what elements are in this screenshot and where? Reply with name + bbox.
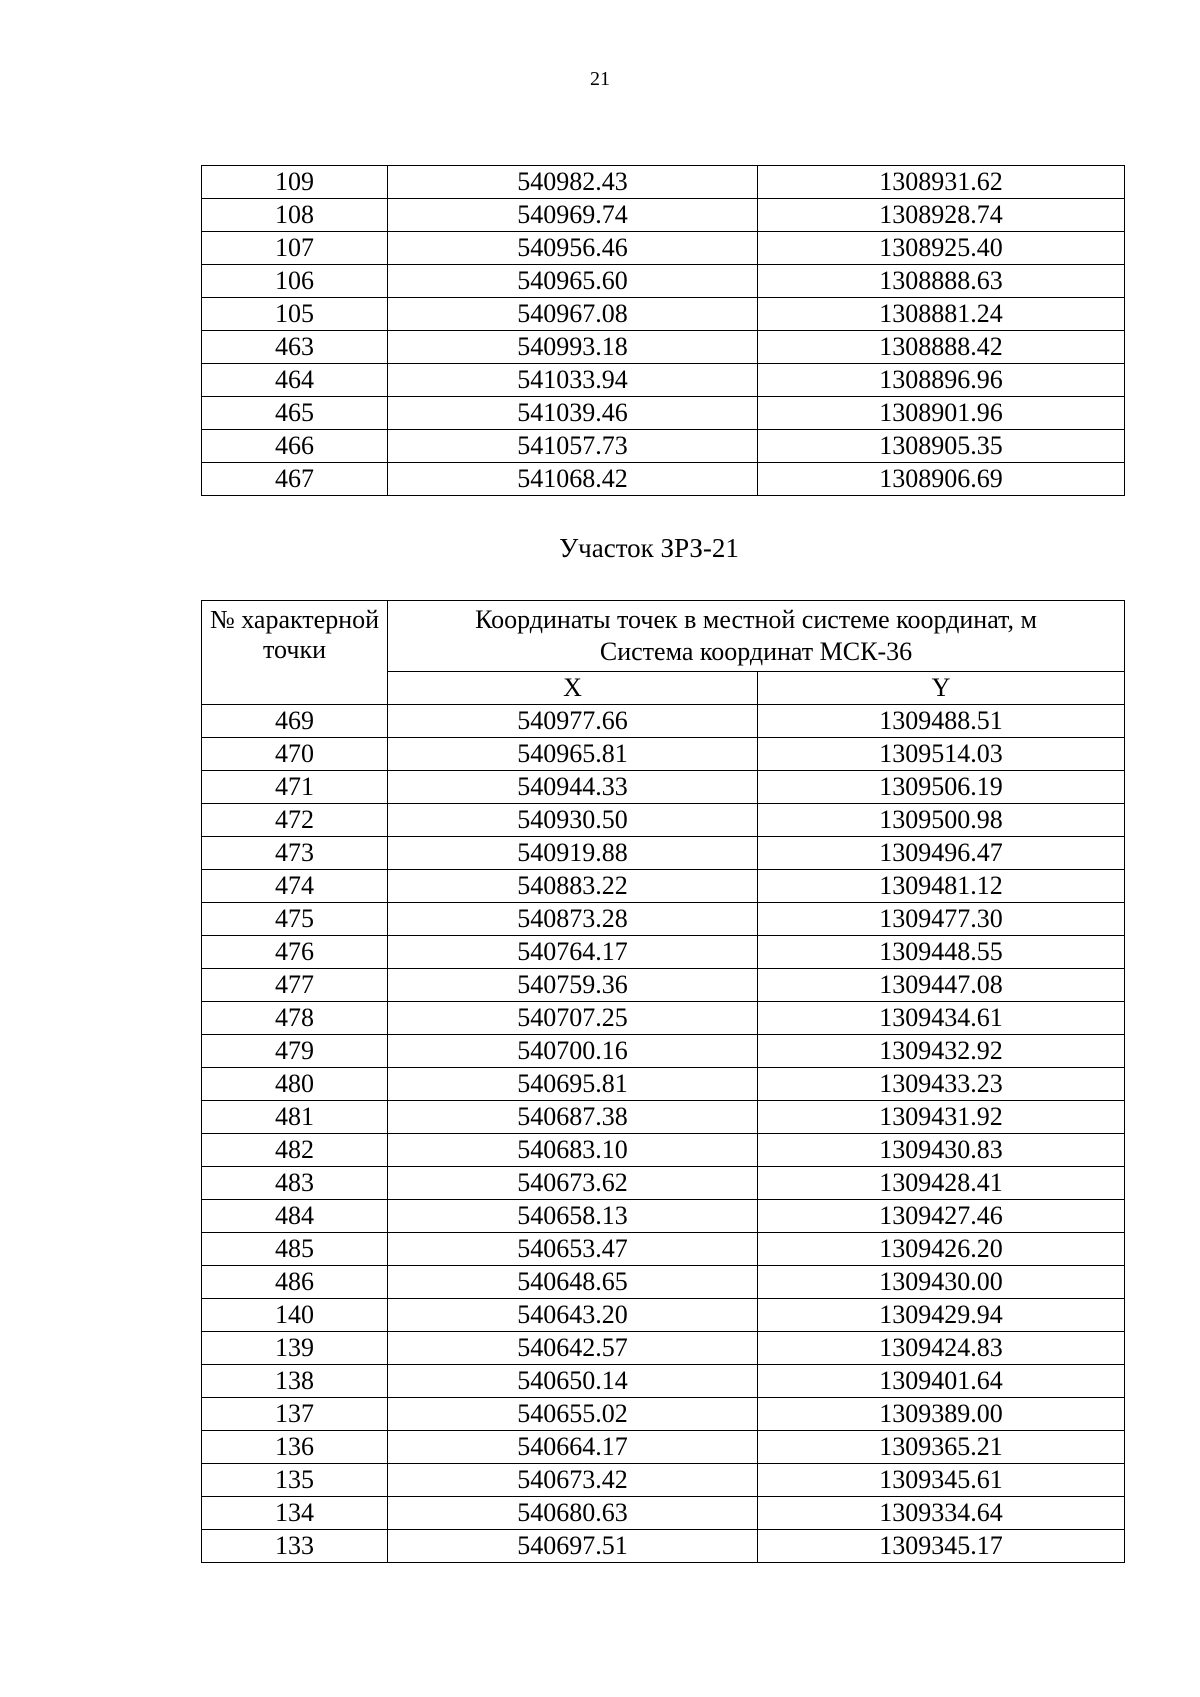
- table-row: [202, 1167, 1125, 1200]
- header-x: X: [388, 672, 758, 705]
- cell-y: 1309389.00: [758, 1398, 1125, 1431]
- table-row: [202, 1134, 1125, 1167]
- cell-x: 540965.60: [388, 265, 758, 298]
- cell-x: 540919.88: [388, 837, 758, 870]
- cell-y: 1309477.30: [758, 903, 1125, 936]
- cell-x: 540993.18: [388, 331, 758, 364]
- cell-point-number: 478: [202, 1002, 388, 1035]
- cell-point-number: 480: [202, 1068, 388, 1101]
- cell-point-number: 134: [202, 1497, 388, 1530]
- cell-y: 1308888.42: [758, 331, 1125, 364]
- header-coordinates-line2: Система координат МСК-36: [599, 637, 913, 666]
- cell-x: 540697.51: [388, 1530, 758, 1563]
- cell-x: 540695.81: [388, 1068, 758, 1101]
- cell-y: 1309506.19: [758, 771, 1125, 804]
- cell-y: 1308888.63: [758, 265, 1125, 298]
- cell-x: 540883.22: [388, 870, 758, 903]
- table-row: [202, 1200, 1125, 1233]
- cell-y: 1308901.96: [758, 397, 1125, 430]
- cell-point-number: 463: [202, 331, 388, 364]
- cell-y: 1309488.51: [758, 705, 1125, 738]
- header-coordinates-line1: Координаты точек в местной системе координат, м: [475, 605, 1037, 634]
- cell-y: 1309500.98: [758, 804, 1125, 837]
- cell-x: 540764.17: [388, 936, 758, 969]
- table-row: [202, 298, 1125, 331]
- cell-x: 540982.43: [388, 166, 758, 199]
- page-number: 21: [590, 68, 610, 90]
- table-row: [202, 1431, 1125, 1464]
- table-row: [202, 1002, 1125, 1035]
- cell-point-number: 133: [202, 1530, 388, 1563]
- cell-point-number: 108: [202, 199, 388, 232]
- cell-point-number: 137: [202, 1398, 388, 1431]
- cell-point-number: 140: [202, 1299, 388, 1332]
- cell-x: 540977.66: [388, 705, 758, 738]
- cell-y: 1308928.74: [758, 199, 1125, 232]
- cell-x: 540759.36: [388, 969, 758, 1002]
- cell-x: 540873.28: [388, 903, 758, 936]
- table-row: [202, 1266, 1125, 1299]
- cell-y: 1309429.94: [758, 1299, 1125, 1332]
- table-row: [202, 1365, 1125, 1398]
- cell-y: 1309428.41: [758, 1167, 1125, 1200]
- cell-x: 540969.74: [388, 199, 758, 232]
- cell-x: 540683.10: [388, 1134, 758, 1167]
- cell-y: 1309431.92: [758, 1101, 1125, 1134]
- cell-x: 540930.50: [388, 804, 758, 837]
- cell-x: 541068.42: [388, 463, 758, 496]
- cell-x: 540642.57: [388, 1332, 758, 1365]
- cell-x: 540653.47: [388, 1233, 758, 1266]
- cell-y: 1309426.20: [758, 1233, 1125, 1266]
- cell-point-number: 482: [202, 1134, 388, 1167]
- table-row: [202, 738, 1125, 771]
- cell-point-number: 467: [202, 463, 388, 496]
- cell-y: 1309345.61: [758, 1464, 1125, 1497]
- cell-y: 1308925.40: [758, 232, 1125, 265]
- cell-x: 540700.16: [388, 1035, 758, 1068]
- cell-point-number: 109: [202, 166, 388, 199]
- cell-point-number: 471: [202, 771, 388, 804]
- cell-x: 540707.25: [388, 1002, 758, 1035]
- cell-point-number: 473: [202, 837, 388, 870]
- cell-point-number: 136: [202, 1431, 388, 1464]
- cell-point-number: 107: [202, 232, 388, 265]
- cell-x: 540664.17: [388, 1431, 758, 1464]
- table-row: [202, 232, 1125, 265]
- table-body: [202, 705, 1125, 1563]
- cell-x: 541057.73: [388, 430, 758, 463]
- table-row: [202, 265, 1125, 298]
- table-row: [202, 1530, 1125, 1563]
- cell-x: 540673.62: [388, 1167, 758, 1200]
- cell-x: 540650.14: [388, 1365, 758, 1398]
- cell-point-number: 472: [202, 804, 388, 837]
- table-row: [202, 397, 1125, 430]
- cell-point-number: 485: [202, 1233, 388, 1266]
- cell-y: 1309432.92: [758, 1035, 1125, 1068]
- cell-x: 540687.38: [388, 1101, 758, 1134]
- table-row: [202, 936, 1125, 969]
- table-row: [202, 771, 1125, 804]
- cell-x: 540655.02: [388, 1398, 758, 1431]
- table-row: [202, 969, 1125, 1002]
- cell-point-number: 481: [202, 1101, 388, 1134]
- cell-y: 1309430.00: [758, 1266, 1125, 1299]
- cell-y: 1309365.21: [758, 1431, 1125, 1464]
- table-row: [202, 870, 1125, 903]
- table-row: [202, 1101, 1125, 1134]
- table-row: [202, 331, 1125, 364]
- cell-point-number: 479: [202, 1035, 388, 1068]
- cell-point-number: 484: [202, 1200, 388, 1233]
- cell-point-number: 470: [202, 738, 388, 771]
- cell-point-number: 469: [202, 705, 388, 738]
- cell-x: 540643.20: [388, 1299, 758, 1332]
- coordinates-table-continued: [201, 165, 1125, 496]
- table-row: [202, 364, 1125, 397]
- cell-y: 1309401.64: [758, 1365, 1125, 1398]
- cell-x: 540967.08: [388, 298, 758, 331]
- table-row: [202, 705, 1125, 738]
- table-row: [202, 463, 1125, 496]
- cell-x: 540658.13: [388, 1200, 758, 1233]
- cell-y: 1309345.17: [758, 1530, 1125, 1563]
- table-row: [202, 804, 1125, 837]
- table-row: [202, 430, 1125, 463]
- cell-point-number: 135: [202, 1464, 388, 1497]
- cell-y: 1308931.62: [758, 166, 1125, 199]
- table-row: [202, 166, 1125, 199]
- cell-y: 1309433.23: [758, 1068, 1125, 1101]
- table-row: [202, 1464, 1125, 1497]
- cell-y: 1309434.61: [758, 1002, 1125, 1035]
- cell-x: 540648.65: [388, 1266, 758, 1299]
- cell-y: 1309496.47: [758, 837, 1125, 870]
- cell-y: 1309514.03: [758, 738, 1125, 771]
- table-header: [202, 601, 1125, 705]
- coordinates-table-zrz-21: [201, 600, 1125, 1563]
- table-row: [202, 1497, 1125, 1530]
- header-point-number: № характерной точки: [202, 601, 388, 705]
- cell-point-number: 483: [202, 1167, 388, 1200]
- table-row: [202, 1068, 1125, 1101]
- header-row: [202, 601, 1125, 672]
- cell-x: 540673.42: [388, 1464, 758, 1497]
- cell-y: 1309481.12: [758, 870, 1125, 903]
- cell-point-number: 466: [202, 430, 388, 463]
- cell-point-number: 475: [202, 903, 388, 936]
- cell-x: 540944.33: [388, 771, 758, 804]
- cell-x: 540680.63: [388, 1497, 758, 1530]
- cell-y: 1309448.55: [758, 936, 1125, 969]
- cell-point-number: 474: [202, 870, 388, 903]
- cell-point-number: 105: [202, 298, 388, 331]
- table-row: [202, 1332, 1125, 1365]
- cell-y: 1308906.69: [758, 463, 1125, 496]
- cell-y: 1308896.96: [758, 364, 1125, 397]
- table-row: [202, 1398, 1125, 1431]
- header-y: Y: [758, 672, 1125, 705]
- cell-point-number: 464: [202, 364, 388, 397]
- cell-x: 541039.46: [388, 397, 758, 430]
- cell-point-number: 477: [202, 969, 388, 1002]
- table-row: [202, 199, 1125, 232]
- cell-y: 1309424.83: [758, 1332, 1125, 1365]
- cell-point-number: 106: [202, 265, 388, 298]
- cell-y: 1309334.64: [758, 1497, 1125, 1530]
- cell-y: 1309427.46: [758, 1200, 1125, 1233]
- cell-point-number: 486: [202, 1266, 388, 1299]
- cell-point-number: 476: [202, 936, 388, 969]
- cell-point-number: 465: [202, 397, 388, 430]
- table-body: [202, 166, 1125, 496]
- header-coordinates: [388, 601, 1125, 672]
- cell-x: 540956.46: [388, 232, 758, 265]
- cell-point-number: 138: [202, 1365, 388, 1398]
- cell-y: 1308905.35: [758, 430, 1125, 463]
- cell-point-number: 139: [202, 1332, 388, 1365]
- table-row: [202, 1299, 1125, 1332]
- cell-y: 1309447.08: [758, 969, 1125, 1002]
- cell-x: 541033.94: [388, 364, 758, 397]
- table-row: [202, 837, 1125, 870]
- section-title: Участок ЗРЗ-21: [559, 533, 739, 563]
- table-row: [202, 1233, 1125, 1266]
- cell-y: 1309430.83: [758, 1134, 1125, 1167]
- table-row: [202, 903, 1125, 936]
- cell-y: 1308881.24: [758, 298, 1125, 331]
- cell-x: 540965.81: [388, 738, 758, 771]
- table-row: [202, 1035, 1125, 1068]
